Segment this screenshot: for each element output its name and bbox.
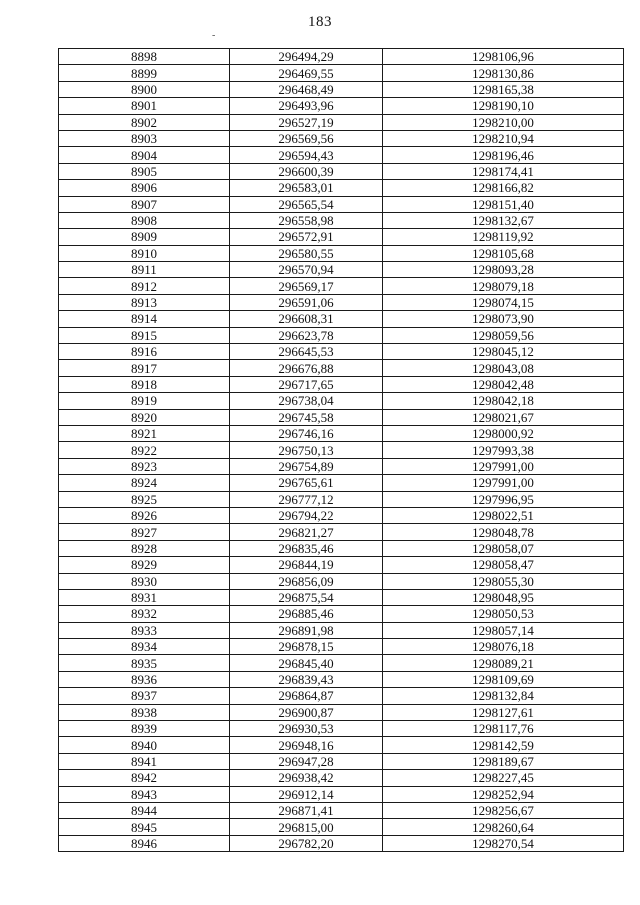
y-coordinate-cell: 1298256,67 [383, 802, 624, 818]
y-coordinate-cell: 1298089,21 [383, 655, 624, 671]
x-coordinate-cell: 296569,17 [230, 278, 383, 294]
y-coordinate-cell: 1297991,00 [383, 475, 624, 491]
y-coordinate-cell: 1298079,18 [383, 278, 624, 294]
coordinates-table [58, 48, 624, 852]
point-number-cell: 8911 [59, 262, 230, 278]
x-coordinate-cell: 296572,91 [230, 229, 383, 245]
y-coordinate-cell: 1298045,12 [383, 344, 624, 360]
point-number-cell: 8924 [59, 475, 230, 491]
y-coordinate-cell: 1298166,82 [383, 180, 624, 196]
table-row [59, 704, 624, 720]
table-row [59, 458, 624, 474]
table-row [59, 819, 624, 835]
x-coordinate-cell: 296746,16 [230, 425, 383, 441]
table-row [59, 294, 624, 310]
table-row [59, 212, 624, 228]
y-coordinate-cell: 1298132,67 [383, 212, 624, 228]
table-row [59, 639, 624, 655]
table-row [59, 770, 624, 786]
table-row [59, 835, 624, 851]
point-number-cell: 8940 [59, 737, 230, 753]
x-coordinate-cell: 296600,39 [230, 163, 383, 179]
x-coordinate-cell: 296527,19 [230, 114, 383, 130]
x-coordinate-cell: 296494,29 [230, 49, 383, 65]
y-coordinate-cell: 1298000,92 [383, 425, 624, 441]
y-coordinate-cell: 1298151,40 [383, 196, 624, 212]
point-number-cell: 8944 [59, 802, 230, 818]
table-row [59, 425, 624, 441]
y-coordinate-cell: 1298210,00 [383, 114, 624, 130]
point-number-cell: 8901 [59, 98, 230, 114]
y-coordinate-cell: 1298021,67 [383, 409, 624, 425]
table-row [59, 409, 624, 425]
table-row [59, 442, 624, 458]
x-coordinate-cell: 296583,01 [230, 180, 383, 196]
y-coordinate-cell: 1298210,94 [383, 130, 624, 146]
y-coordinate-cell: 1298196,46 [383, 147, 624, 163]
x-coordinate-cell: 296821,27 [230, 524, 383, 540]
y-coordinate-cell: 1298227,45 [383, 770, 624, 786]
point-number-cell: 8905 [59, 163, 230, 179]
table-row [59, 507, 624, 523]
x-coordinate-cell: 296565,54 [230, 196, 383, 212]
point-number-cell: 8935 [59, 655, 230, 671]
y-coordinate-cell: 1298058,07 [383, 540, 624, 556]
table-row [59, 65, 624, 81]
table-row [59, 229, 624, 245]
point-number-cell: 8915 [59, 327, 230, 343]
table-row [59, 573, 624, 589]
table-row [59, 753, 624, 769]
table-row [59, 737, 624, 753]
point-number-cell: 8929 [59, 557, 230, 573]
x-coordinate-cell: 296623,78 [230, 327, 383, 343]
y-coordinate-cell: 1298105,68 [383, 245, 624, 261]
point-number-cell: 8926 [59, 507, 230, 523]
x-coordinate-cell: 296938,42 [230, 770, 383, 786]
table-row [59, 130, 624, 146]
y-coordinate-cell: 1298050,53 [383, 606, 624, 622]
point-number-cell: 8898 [59, 49, 230, 65]
table-row [59, 49, 624, 65]
x-coordinate-cell: 296835,46 [230, 540, 383, 556]
x-coordinate-cell: 296468,49 [230, 81, 383, 97]
point-number-cell: 8918 [59, 376, 230, 392]
point-number-cell: 8912 [59, 278, 230, 294]
x-coordinate-cell: 296794,22 [230, 507, 383, 523]
x-coordinate-cell: 296947,28 [230, 753, 383, 769]
y-coordinate-cell: 1298073,90 [383, 311, 624, 327]
y-coordinate-cell: 1298076,18 [383, 639, 624, 655]
y-coordinate-cell: 1298042,18 [383, 393, 624, 409]
table-row [59, 606, 624, 622]
table-row [59, 721, 624, 737]
table-row [59, 786, 624, 802]
x-coordinate-cell: 296738,04 [230, 393, 383, 409]
point-number-cell: 8907 [59, 196, 230, 212]
table-row [59, 147, 624, 163]
point-number-cell: 8920 [59, 409, 230, 425]
y-coordinate-cell: 1298042,48 [383, 376, 624, 392]
y-coordinate-cell: 1298043,08 [383, 360, 624, 376]
page-number: 183 [308, 14, 332, 30]
point-number-cell: 8931 [59, 589, 230, 605]
point-number-cell: 8938 [59, 704, 230, 720]
table-row [59, 311, 624, 327]
x-coordinate-cell: 296754,89 [230, 458, 383, 474]
x-coordinate-cell: 296815,00 [230, 819, 383, 835]
x-coordinate-cell: 296580,55 [230, 245, 383, 261]
x-coordinate-cell: 296591,06 [230, 294, 383, 310]
point-number-cell: 8927 [59, 524, 230, 540]
point-number-cell: 8909 [59, 229, 230, 245]
y-coordinate-cell: 1298270,54 [383, 835, 624, 851]
table-row [59, 245, 624, 261]
y-coordinate-cell: 1298165,38 [383, 81, 624, 97]
point-number-cell: 8910 [59, 245, 230, 261]
x-coordinate-cell: 296750,13 [230, 442, 383, 458]
y-coordinate-cell: 1298106,96 [383, 49, 624, 65]
point-number-cell: 8914 [59, 311, 230, 327]
point-number-cell: 8932 [59, 606, 230, 622]
point-number-cell: 8937 [59, 688, 230, 704]
x-coordinate-cell: 296875,54 [230, 589, 383, 605]
x-coordinate-cell: 296676,88 [230, 360, 383, 376]
x-coordinate-cell: 296594,43 [230, 147, 383, 163]
table-row [59, 180, 624, 196]
y-coordinate-cell: 1298132,84 [383, 688, 624, 704]
table-row [59, 278, 624, 294]
table-row [59, 524, 624, 540]
x-coordinate-cell: 296845,40 [230, 655, 383, 671]
y-coordinate-cell: 1297991,00 [383, 458, 624, 474]
point-number-cell: 8904 [59, 147, 230, 163]
point-number-cell: 8899 [59, 65, 230, 81]
table-row [59, 655, 624, 671]
table-row [59, 81, 624, 97]
point-number-cell: 8936 [59, 671, 230, 687]
point-number-cell: 8908 [59, 212, 230, 228]
point-number-cell: 8943 [59, 786, 230, 802]
y-coordinate-cell: 1298252,94 [383, 786, 624, 802]
table-row [59, 671, 624, 687]
y-coordinate-cell: 1298119,92 [383, 229, 624, 245]
y-coordinate-cell: 1298109,69 [383, 671, 624, 687]
table-row [59, 622, 624, 638]
x-coordinate-cell: 296782,20 [230, 835, 383, 851]
y-coordinate-cell: 1298058,47 [383, 557, 624, 573]
x-coordinate-cell: 296745,58 [230, 409, 383, 425]
table-row [59, 98, 624, 114]
point-number-cell: 8916 [59, 344, 230, 360]
table-row [59, 327, 624, 343]
x-coordinate-cell: 296930,53 [230, 721, 383, 737]
y-coordinate-cell: 1298055,30 [383, 573, 624, 589]
point-number-cell: 8933 [59, 622, 230, 638]
scan-mark: - [212, 30, 216, 41]
coordinates-table-body [59, 49, 624, 852]
x-coordinate-cell: 296912,14 [230, 786, 383, 802]
x-coordinate-cell: 296878,15 [230, 639, 383, 655]
point-number-cell: 8930 [59, 573, 230, 589]
table-row [59, 688, 624, 704]
point-number-cell: 8928 [59, 540, 230, 556]
x-coordinate-cell: 296864,87 [230, 688, 383, 704]
x-coordinate-cell: 296645,53 [230, 344, 383, 360]
point-number-cell: 8942 [59, 770, 230, 786]
x-coordinate-cell: 296493,96 [230, 98, 383, 114]
point-number-cell: 8902 [59, 114, 230, 130]
x-coordinate-cell: 296608,31 [230, 311, 383, 327]
x-coordinate-cell: 296948,16 [230, 737, 383, 753]
point-number-cell: 8900 [59, 81, 230, 97]
point-number-cell: 8921 [59, 425, 230, 441]
y-coordinate-cell: 1298189,67 [383, 753, 624, 769]
x-coordinate-cell: 296777,12 [230, 491, 383, 507]
table-row [59, 802, 624, 818]
x-coordinate-cell: 296765,61 [230, 475, 383, 491]
x-coordinate-cell: 296856,09 [230, 573, 383, 589]
table-row [59, 491, 624, 507]
point-number-cell: 8939 [59, 721, 230, 737]
table-row [59, 344, 624, 360]
table-row [59, 196, 624, 212]
point-number-cell: 8922 [59, 442, 230, 458]
x-coordinate-cell: 296839,43 [230, 671, 383, 687]
point-number-cell: 8923 [59, 458, 230, 474]
table-row [59, 393, 624, 409]
table-row [59, 540, 624, 556]
x-coordinate-cell: 296891,98 [230, 622, 383, 638]
table-row [59, 589, 624, 605]
y-coordinate-cell: 1298190,10 [383, 98, 624, 114]
point-number-cell: 8941 [59, 753, 230, 769]
x-coordinate-cell: 296717,65 [230, 376, 383, 392]
x-coordinate-cell: 296558,98 [230, 212, 383, 228]
point-number-cell: 8913 [59, 294, 230, 310]
table-row [59, 360, 624, 376]
y-coordinate-cell: 1298048,78 [383, 524, 624, 540]
y-coordinate-cell: 1298117,76 [383, 721, 624, 737]
table-row [59, 262, 624, 278]
x-coordinate-cell: 296885,46 [230, 606, 383, 622]
y-coordinate-cell: 1298022,51 [383, 507, 624, 523]
y-coordinate-cell: 1298074,15 [383, 294, 624, 310]
x-coordinate-cell: 296900,87 [230, 704, 383, 720]
y-coordinate-cell: 1298057,14 [383, 622, 624, 638]
x-coordinate-cell: 296569,56 [230, 130, 383, 146]
y-coordinate-cell: 1298130,86 [383, 65, 624, 81]
table-row [59, 163, 624, 179]
x-coordinate-cell: 296871,41 [230, 802, 383, 818]
y-coordinate-cell: 1298059,56 [383, 327, 624, 343]
y-coordinate-cell: 1298127,61 [383, 704, 624, 720]
x-coordinate-cell: 296570,94 [230, 262, 383, 278]
y-coordinate-cell: 1298174,41 [383, 163, 624, 179]
table-row [59, 114, 624, 130]
y-coordinate-cell: 1298260,64 [383, 819, 624, 835]
point-number-cell: 8945 [59, 819, 230, 835]
table-row [59, 557, 624, 573]
y-coordinate-cell: 1298048,95 [383, 589, 624, 605]
y-coordinate-cell: 1298142,59 [383, 737, 624, 753]
point-number-cell: 8925 [59, 491, 230, 507]
point-number-cell: 8946 [59, 835, 230, 851]
y-coordinate-cell: 1298093,28 [383, 262, 624, 278]
point-number-cell: 8903 [59, 130, 230, 146]
x-coordinate-cell: 296844,19 [230, 557, 383, 573]
y-coordinate-cell: 1297996,95 [383, 491, 624, 507]
table-row [59, 475, 624, 491]
table-row [59, 376, 624, 392]
point-number-cell: 8934 [59, 639, 230, 655]
point-number-cell: 8917 [59, 360, 230, 376]
x-coordinate-cell: 296469,55 [230, 65, 383, 81]
point-number-cell: 8919 [59, 393, 230, 409]
point-number-cell: 8906 [59, 180, 230, 196]
y-coordinate-cell: 1297993,38 [383, 442, 624, 458]
